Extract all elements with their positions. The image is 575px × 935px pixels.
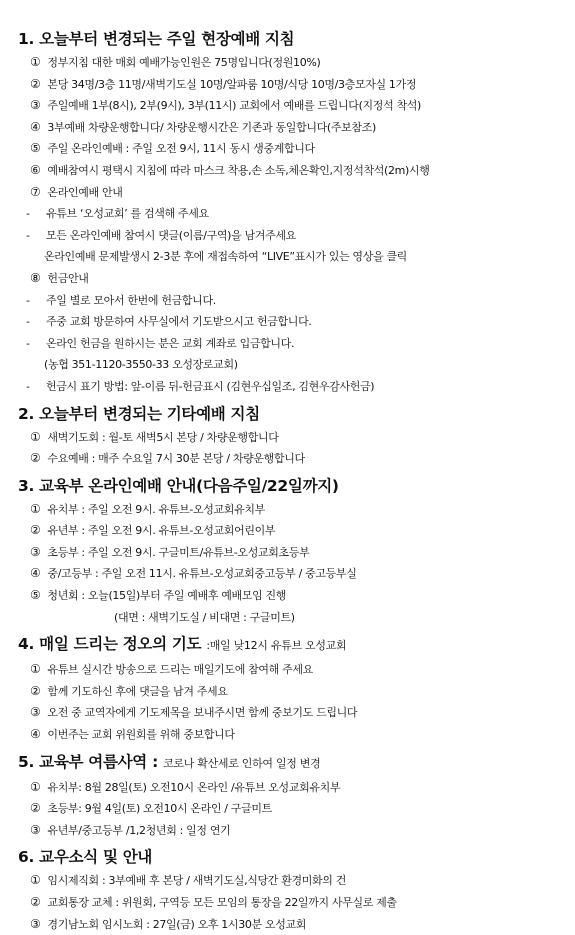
section-sunday-worship-guidelines: [18, 26, 567, 398]
circled-number: ②: [30, 76, 41, 91]
list-item: ② 초등부: 9월 4일(토) 오전10시 온라인 / 구글미트: [18, 798, 567, 820]
circled-number: ⑦: [30, 184, 41, 199]
list-item: - 주일 별로 모아서 한번에 헌금합니다.: [18, 290, 567, 312]
section-note: :매일 낮12시 유튜브 오성교회: [206, 639, 347, 653]
section-noon-prayer: [18, 631, 567, 745]
circled-number: ⑧: [30, 270, 41, 285]
circled-number: ②: [30, 523, 41, 538]
section-heading: 3. 교육부 온라인예배 안내(다음주일/22일까지): [18, 476, 339, 495]
list-item: ② 함께 기도하신 후에 댓글을 남겨 주세요: [18, 681, 567, 703]
list-item: ② 본당 34명/3층 11명/새벽기도실 10명/알파룸 10명/식당 10명/3층모자실 1가정: [18, 74, 567, 96]
dash-marker: -: [26, 379, 30, 393]
list-item: ③ 주일예배 1부(8시), 2부(9시), 3부(11시) 교회에서 예배를 드립니다(지정석 착석): [18, 95, 567, 117]
list-item: ④ 중/고등부 : 주일 오전 11시. 유튜브-오성교회중고등부 / 중고등부실: [18, 563, 567, 585]
list-item: ⑦ 온라인예배 안내: [18, 182, 567, 204]
circled-number: ①: [30, 662, 41, 677]
circled-number: ②: [30, 451, 41, 466]
section-note: 코로나 확산세로 인하여 일정 변경: [163, 756, 321, 770]
list-item: ④ 이번주는 교회 위원회를 위해 중보합니다: [18, 724, 567, 746]
section-summer-ministry: [18, 749, 567, 842]
list-item: ③ 유년부/중고등부 /1,2청년회 : 일정 연기: [18, 820, 567, 842]
list-item: - 모든 온라인예배 참여시 댓글(이름/구역)을 남겨주세요: [18, 225, 567, 247]
list-item: ⑤ 청년회 : 오늘(15일)부터 주일 예배후 예배모임 진행: [18, 585, 567, 607]
list-item: - 유튜브 ‘오성교회’ 를 검색해 주세요: [18, 203, 567, 225]
circled-number: ④: [30, 119, 41, 134]
list-item: ⑥ 예배참여시 평택시 지침에 따라 마스크 착용,손 소독,체온확인,지정석착석(2m)시행: [18, 160, 567, 182]
section-heading: 6. 교우소식 및 안내: [18, 848, 153, 867]
circled-number: ③: [30, 544, 41, 559]
section-church-news: [18, 844, 567, 935]
list-item: ① 새벽기도회 : 월-토 새벽5시 본당 / 차량운행합니다: [18, 427, 567, 449]
list-item: - 온라인 헌금을 원하시는 분은 교회 계좌로 입금합니다.: [18, 333, 567, 355]
list-item: ② 교회통장 교체 : 위원회, 구역등 모든 모임의 통장을 22일까지 사무실로 제출: [18, 892, 567, 914]
list-item: ④ 3부예배 차량운행합니다/ 차량운행시간은 기존과 동일합니다(주보참조): [18, 117, 567, 139]
circled-number: ②: [30, 683, 41, 698]
section-heading: 2. 오늘부터 변경되는 기타예배 지침: [18, 404, 260, 423]
section-other-worship-guidelines: [18, 401, 567, 470]
circled-number: ④: [30, 727, 41, 742]
dash-marker: -: [26, 293, 30, 307]
list-item: ③ 초등부 : 주일 오전 9시. 구글미트/유튜브-오성교회초등부: [18, 542, 567, 564]
circled-number: ⑤: [30, 588, 41, 603]
list-item: ③ 경기남노회 임시노회 : 27일(금) 오후 1시30분 오성교회: [18, 914, 567, 935]
circled-number: ③: [30, 98, 41, 113]
list-item-continuation: 온라인예배 문제발생시 2-3분 후에 재접속하여 “LIVE”표시가 있는 영상을 클릭: [44, 250, 407, 264]
list-item-continuation: (농협 351-1120-3550-33 오성장로교회): [44, 358, 238, 372]
dash-marker: -: [26, 207, 30, 221]
circled-number: ②: [30, 895, 41, 909]
list-item: ① 유치부: 8월 28일(토) 오전10시 온라인 /유튜브 오성교회유치부: [18, 777, 567, 799]
list-item: ① 정부지침 대한 매회 예배가능인원은 75명입니다(정원10%): [18, 52, 567, 74]
circled-number: ⑥: [30, 162, 41, 177]
section-heading: 5. 교육부 여름사역 : 코로나 확산세로 인하여 일정 변경: [18, 752, 321, 771]
circled-number: ③: [30, 705, 41, 720]
circled-number: ②: [30, 801, 41, 816]
list-item: - 헌금시 표기 방법: 앞-이름 뒤-헌금표시 (김현우십일조, 김현우감사헌금): [18, 376, 567, 398]
dash-marker: -: [26, 315, 30, 329]
list-item: ⑧ 헌금안내: [18, 268, 567, 290]
circled-number: ④: [30, 566, 41, 581]
list-item: ⑤ 주일 온라인예배 : 주일 오전 9시, 11시 동시 생중계합니다: [18, 138, 567, 160]
circled-number: ⑤: [30, 141, 41, 156]
section-heading: 4. 매일 드리는 정오의 기도 :매일 낮12시 유튜브 오성교회: [18, 635, 347, 654]
circled-number: ①: [30, 55, 41, 69]
list-item: ② 유년부 : 주일 오전 9시. 유튜브-오성교회어린이부: [18, 520, 567, 542]
list-item: ③ 오전 중 교역자에게 기도제목을 보내주시면 함께 중보기도 드립니다: [18, 702, 567, 724]
list-item: - 주중 교회 방문하여 사무실에서 기도받으시고 헌금합니다.: [18, 311, 567, 333]
circled-number: ③: [30, 916, 41, 931]
list-item: ① 유치부 : 주일 오전 9시. 유튜브-오성교회유치부: [18, 499, 567, 521]
circled-number: ①: [30, 501, 41, 516]
circled-number: ①: [30, 779, 41, 794]
list-item-continuation: (대면 : 새벽기도실 / 비대면 : 구글미트): [114, 610, 295, 624]
section-heading: 1. 오늘부터 변경되는 주일 현장예배 지침: [18, 30, 295, 48]
circled-number: ①: [30, 873, 41, 888]
section-education-online-worship: [18, 473, 567, 629]
circled-number: ③: [30, 822, 41, 837]
dash-marker: -: [26, 336, 30, 350]
list-item: ① 유튜브 실시간 방송으로 드리는 매일기도에 참여해 주세요: [18, 659, 567, 681]
list-item: ② 수요예배 : 매주 수요일 7시 30분 본당 / 차량운행합니다: [18, 448, 567, 470]
circled-number: ①: [30, 429, 41, 444]
dash-marker: -: [26, 228, 30, 242]
list-item: ① 임시제직회 : 3부예배 후 본당 / 새벽기도실,식당간 환경미화의 건: [18, 870, 567, 892]
